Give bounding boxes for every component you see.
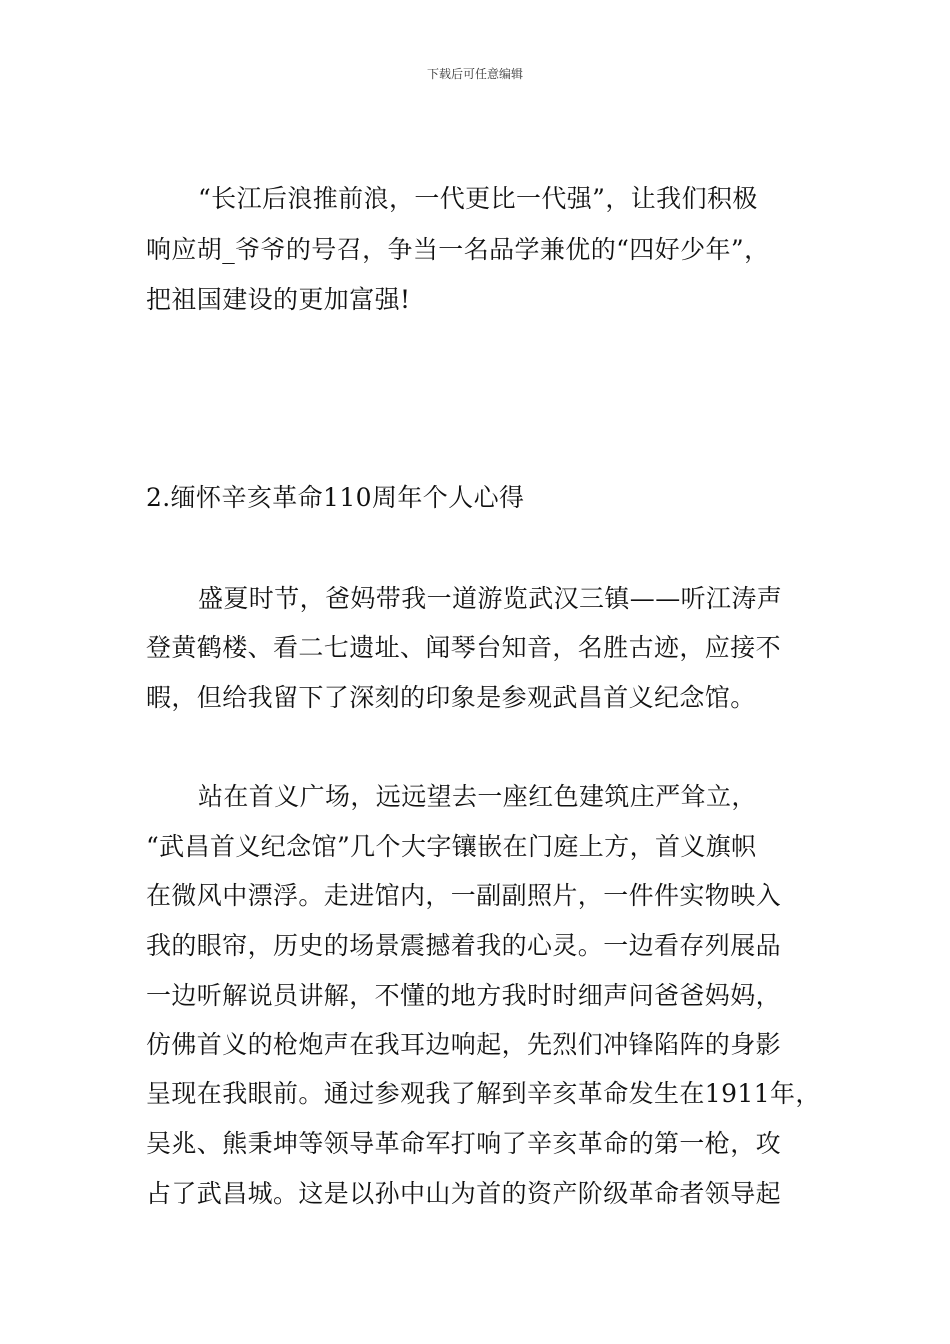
- paragraph-line: “武昌首义纪念馆”几个大字镶嵌在门庭上方，首义旗帜: [146, 832, 757, 861]
- paragraph-line: 一边听解说员讲解，不懂的地方我时时细声问爸爸妈妈，: [146, 981, 782, 1010]
- paragraph-line: 在微风中漂浮。走进馆内，一副副照片，一件件实物映入: [146, 881, 782, 910]
- paragraph-line: 吴兆、熊秉坤等领导革命军打响了辛亥革命的第一枪，攻: [146, 1129, 782, 1158]
- paragraph-line: 把祖国建设的更加富强!: [146, 285, 411, 314]
- page-header: 下载后可任意编辑: [426, 67, 523, 81]
- paragraph-line: 响应胡_爷爷的号召，争当一名品学兼优的“四好少年”，: [146, 235, 770, 264]
- paragraph-line: 盛夏时节，爸妈带我一道游览武汉三镇——听江涛声: [198, 584, 783, 613]
- paragraph-line: 我的眼帘，历史的场景震撼着我的心灵。一边看存列展品: [146, 931, 782, 960]
- paragraph-line: 登黄鹤楼、看二七遗址、闻琴台知音，名胜古迹，应接不: [146, 633, 782, 662]
- paragraph-line: 暇，但给我留下了深刻的印象是参观武昌首义纪念馆。: [146, 683, 756, 712]
- paragraph-line: 站在首义广场，远远望去一座红色建筑庄严耸立，: [198, 782, 757, 811]
- paragraph-line: 呈现在我眼前。通过参观我了解到辛亥革命发生在1911年，: [146, 1079, 821, 1108]
- paragraph-line: “长江后浪推前浪，一代更比一代强”，让我们积极: [198, 184, 758, 213]
- paragraph-line: 仿佛首义的枪炮声在我耳边响起，先烈们冲锋陷阵的身影: [146, 1030, 782, 1059]
- paragraph-line: 占了武昌城。这是以孙中山为首的资产阶级革命者领导起: [146, 1179, 782, 1208]
- section-heading: 2.缅怀辛亥革命110周年个人心得: [146, 483, 525, 512]
